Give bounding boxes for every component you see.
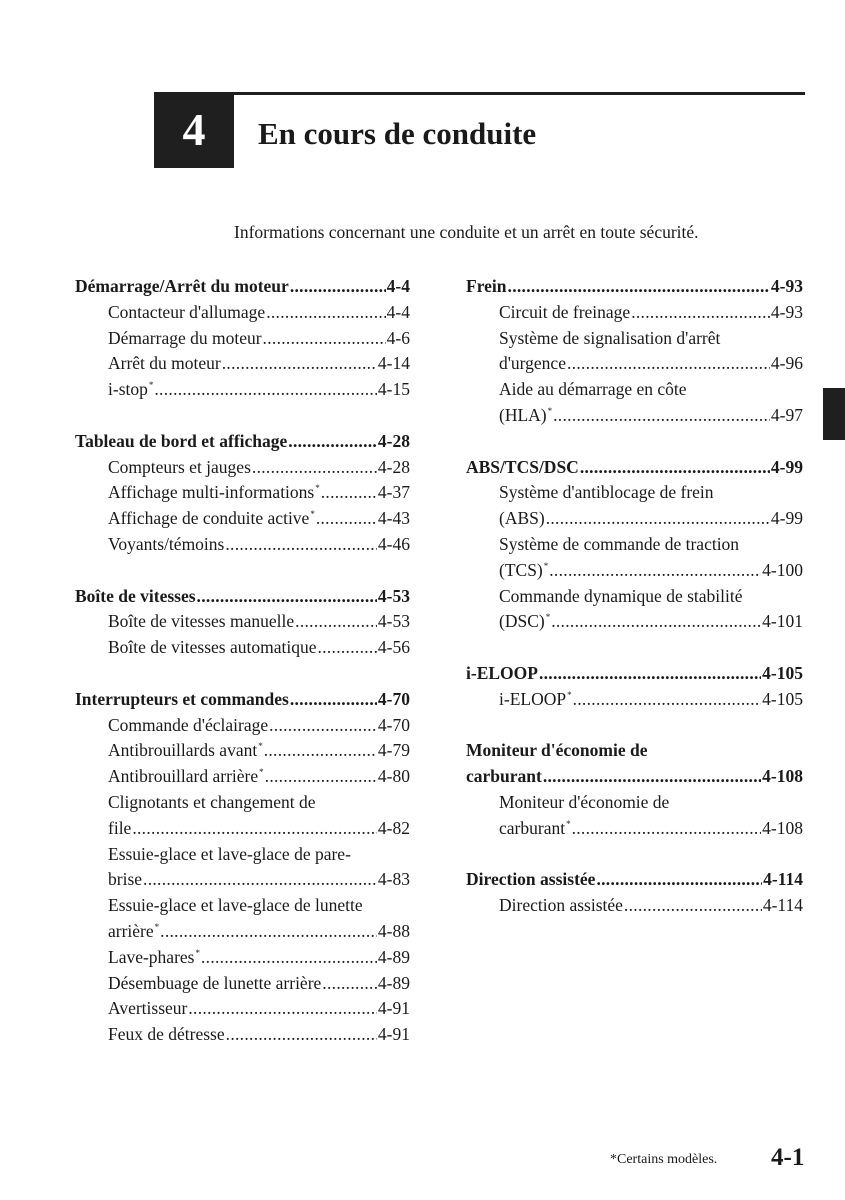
dot-leader <box>201 945 377 971</box>
toc-label: ABS/TCS/DSC <box>466 456 579 477</box>
toc-entry-i-stop[interactable] <box>75 377 410 403</box>
toc-label: Aide au démarrage en côte <box>499 379 687 400</box>
toc-label: Commande dynamique de stabilité <box>499 585 743 606</box>
footnote-marker: * <box>545 612 551 623</box>
toc-page-ref: 4-88 <box>377 920 410 941</box>
toc-page-ref: 4-99 <box>770 508 803 529</box>
toc-label: Moniteur d'économie de <box>466 740 648 761</box>
toc-label: i-stop <box>108 379 148 400</box>
toc-spacer <box>466 429 803 455</box>
toc-spacer <box>75 403 410 429</box>
toc-spacer <box>466 635 803 661</box>
toc-label: Démarrage du moteur <box>108 327 262 348</box>
toc-page-ref: 4-91 <box>377 1024 410 1045</box>
toc-page-ref: 4-53 <box>377 585 410 606</box>
toc-section-carburant[interactable] <box>466 764 803 790</box>
toc-entry-arriere[interactable] <box>75 919 410 945</box>
dot-leader <box>316 506 377 532</box>
dot-leader <box>539 661 761 687</box>
toc-entry-tcs[interactable] <box>466 558 803 584</box>
toc-section-abs-tcs-dsc[interactable] <box>466 455 803 481</box>
toc-entry-antibrouillard-arriere[interactable] <box>75 764 410 790</box>
toc-page-ref: 4-83 <box>377 869 410 890</box>
toc-entry-essuie-glace-et-lave-glace-de-pare <box>75 842 410 868</box>
toc-label: Essuie-glace et lave-glace de pare- <box>108 843 351 864</box>
toc-page-ref: 4-93 <box>770 301 803 322</box>
toc-label: Système de commande de traction <box>499 533 740 554</box>
toc-label: Système de signalisation d'arrêt <box>499 327 721 348</box>
toc-entry-systeme-de-signalisation-d-arret <box>466 326 803 352</box>
dot-leader <box>269 713 377 739</box>
toc-entry-systeme-de-commande-de-traction <box>466 532 803 558</box>
toc-page-ref: 4-96 <box>770 353 803 374</box>
toc-section-interrupteurs-et-commandes[interactable] <box>75 687 410 713</box>
toc-label: brise <box>108 869 143 890</box>
toc-label: Circuit de freinage <box>499 301 631 322</box>
toc-left-column <box>75 274 410 1048</box>
toc-label: Clignotants et changement de <box>108 791 316 812</box>
toc-label: Boîte de vitesses manuelle <box>108 611 295 632</box>
chapter-number: 4 <box>154 92 234 168</box>
toc-page-ref: 4-105 <box>762 662 803 683</box>
toc-label: Boîte de vitesses automatique <box>108 637 317 658</box>
toc-entry-commande-dynamique-de-stabilite <box>466 584 803 610</box>
toc-entry-lave-phares[interactable] <box>75 945 410 971</box>
toc-page-ref: 4-43 <box>377 508 410 529</box>
chapter-side-tab <box>823 388 845 440</box>
toc-entry-arret-du-moteur[interactable] <box>75 351 410 377</box>
dot-leader <box>263 326 386 352</box>
dot-leader <box>318 635 377 661</box>
toc-label: i-ELOOP <box>466 662 538 683</box>
dot-leader <box>225 532 377 558</box>
dot-leader <box>546 506 770 532</box>
toc-section-demarrage-arret-du-moteur[interactable] <box>75 274 410 300</box>
toc-label: Direction assistée <box>499 895 623 916</box>
toc-page-ref: 4-28 <box>377 456 410 477</box>
toc-label: Arrêt du moteur <box>108 353 221 374</box>
toc-label: Commande d'éclairage <box>108 714 269 735</box>
dot-leader <box>508 274 770 300</box>
toc-entry-i-eloop[interactable] <box>466 687 803 713</box>
footnote-marker: * <box>148 380 154 391</box>
toc-label: (DSC) <box>499 611 545 632</box>
toc-label: Frein <box>466 276 507 296</box>
toc-label: (ABS) <box>499 508 545 529</box>
dot-leader <box>288 429 377 455</box>
dot-leader <box>266 300 385 326</box>
toc-entry-affichage-multi-informations[interactable] <box>75 480 410 506</box>
toc-page-ref: 4-53 <box>377 611 410 632</box>
toc-right-column <box>466 274 803 919</box>
dot-leader <box>264 738 377 764</box>
toc-entry-antibrouillards-avant[interactable] <box>75 738 410 764</box>
toc-entry-commande-d-eclairage[interactable] <box>75 713 410 739</box>
toc-entry-abs[interactable] <box>466 506 803 532</box>
toc-page-ref: 4-114 <box>763 869 803 890</box>
toc-page-ref: 4-100 <box>762 559 803 580</box>
toc-spacer <box>75 661 410 687</box>
toc-label: Antibrouillards avant <box>108 740 258 761</box>
toc-page-ref: 4-101 <box>762 611 803 632</box>
toc-label: Voyants/témoins <box>108 533 225 554</box>
toc-label: Avertisseur <box>108 998 188 1019</box>
toc-label: Contacteur d'allumage <box>108 301 266 322</box>
dot-leader <box>631 300 770 326</box>
dot-leader <box>197 584 377 610</box>
toc-entry-direction-assistee[interactable] <box>466 893 803 919</box>
toc-page-ref: 4-70 <box>377 714 410 735</box>
toc-entry-moniteur-d-economie-de <box>466 790 803 816</box>
toc-page-ref: 4-15 <box>377 379 410 400</box>
dot-leader <box>321 480 377 506</box>
dot-leader <box>154 377 377 403</box>
toc-entry-desembuage-de-lunette-arriere[interactable] <box>75 971 410 997</box>
toc-label: i-ELOOP <box>499 688 567 709</box>
toc-page-ref: 4-82 <box>377 817 410 838</box>
toc-label: Essuie-glace et lave-glace de lunette <box>108 895 363 916</box>
dot-leader <box>624 893 762 919</box>
dot-leader <box>290 687 377 713</box>
toc-entry-circuit-de-freinage[interactable] <box>466 300 803 326</box>
dot-leader <box>290 274 386 300</box>
toc-page-ref: 4-93 <box>770 276 803 296</box>
toc-page-ref: 4-37 <box>377 482 410 503</box>
dot-leader <box>295 609 377 635</box>
toc-entry-clignotants-et-changement-de <box>75 790 410 816</box>
toc-page-ref: 4-108 <box>762 817 803 838</box>
toc-label: arrière <box>108 920 154 941</box>
toc-entry-file[interactable] <box>75 816 410 842</box>
dot-leader <box>553 403 770 429</box>
footnote-marker: * <box>310 509 315 520</box>
dot-leader <box>132 816 377 842</box>
toc-page-ref: 4-14 <box>377 353 410 374</box>
footnote-marker: * <box>566 818 571 829</box>
toc-entry-affichage-de-conduite-active[interactable] <box>75 506 410 532</box>
dot-leader <box>572 816 762 842</box>
toc-entry-avertisseur[interactable] <box>75 996 410 1022</box>
toc-entry-brise[interactable] <box>75 867 410 893</box>
toc-page-ref: 4-6 <box>386 327 410 348</box>
toc-section-tableau-de-bord-et-affichage[interactable] <box>75 429 410 455</box>
toc-page-ref: 4-28 <box>377 430 410 451</box>
toc-entry-contacteur-d-allumage[interactable] <box>75 300 410 326</box>
footnote-marker: * <box>543 560 549 571</box>
dot-leader <box>143 867 377 893</box>
toc-entry-demarrage-du-moteur[interactable] <box>75 326 410 352</box>
toc-label: Moniteur d'économie de <box>499 791 670 812</box>
toc-entry-boite-de-vitesses-automatique[interactable] <box>75 635 410 661</box>
footnote-marker: * <box>547 405 553 416</box>
toc-label: Tableau de bord et affichage <box>75 430 288 451</box>
toc-label: Affichage multi-informations <box>108 482 315 503</box>
dot-leader <box>322 971 377 997</box>
chapter-rule <box>234 92 805 95</box>
footnote: *Certains modèles. <box>610 1152 718 1167</box>
toc-spacer <box>466 713 803 739</box>
dot-leader <box>596 867 762 893</box>
toc-page-ref: 4-46 <box>377 533 410 554</box>
toc-page-ref: 4-99 <box>770 456 803 477</box>
footnote-marker: * <box>315 483 320 494</box>
toc-label: (HLA) <box>499 404 547 425</box>
footnote-marker: * <box>259 767 264 778</box>
toc-label: Feux de détresse <box>108 1024 225 1045</box>
footnote-marker: * <box>154 921 160 932</box>
toc-entry-systeme-d-antiblocage-de-frein <box>466 480 803 506</box>
toc-entry-boite-de-vitesses-manuelle[interactable] <box>75 609 410 635</box>
toc-label: Système d'antiblocage de frein <box>499 482 714 503</box>
toc-label: Boîte de vitesses <box>75 585 196 606</box>
footnote-marker: * <box>195 947 200 958</box>
toc-page-ref: 4-79 <box>377 740 410 761</box>
toc-page-ref: 4-4 <box>386 301 410 322</box>
toc-label: d'urgence <box>499 353 566 374</box>
dot-leader <box>551 609 761 635</box>
toc-entry-voyants-temoins[interactable] <box>75 532 410 558</box>
toc-spacer <box>75 558 410 584</box>
toc-label: Interrupteurs et commandes <box>75 688 289 709</box>
toc-page-ref: 4-89 <box>377 946 410 967</box>
toc-section-direction-assistee[interactable] <box>466 867 803 893</box>
dot-leader <box>252 455 377 481</box>
toc-entry-hla[interactable] <box>466 403 803 429</box>
footnote-marker: * <box>258 741 263 752</box>
toc-page-ref: 4-70 <box>377 688 410 709</box>
toc-label: (TCS) <box>499 559 543 580</box>
toc-label: Démarrage/Arrêt du moteur <box>75 276 289 296</box>
toc-page-ref: 4-108 <box>762 766 803 787</box>
toc-page-ref: 4-91 <box>377 998 410 1019</box>
toc-label: carburant <box>466 766 542 787</box>
toc-label: file <box>108 817 132 838</box>
dot-leader <box>160 919 377 945</box>
toc-label: Affichage de conduite active <box>108 508 310 529</box>
dot-leader <box>543 764 761 790</box>
toc-section-boite-de-vitesses[interactable] <box>75 584 410 610</box>
dot-leader <box>567 351 770 377</box>
toc-page-ref: 4-97 <box>770 404 803 425</box>
toc-section-moniteur-d-economie-de <box>466 738 803 764</box>
toc-page-ref: 4-56 <box>377 637 410 658</box>
toc-page-ref: 4-4 <box>386 276 410 296</box>
toc-section-i-eloop[interactable] <box>466 661 803 687</box>
toc-page-ref: 4-105 <box>762 688 803 709</box>
dot-leader <box>222 351 377 377</box>
toc-label: Compteurs et jauges <box>108 456 251 477</box>
toc-entry-aide-au-demarrage-en-cote <box>466 377 803 403</box>
dot-leader <box>549 558 761 584</box>
footnote-marker: * <box>567 689 572 700</box>
toc-section-frein[interactable] <box>466 274 803 300</box>
toc-page-ref: 4-80 <box>377 766 410 787</box>
dot-leader <box>265 764 377 790</box>
toc-spacer <box>466 842 803 868</box>
toc-label: Antibrouillard arrière <box>108 766 259 787</box>
chapter-title: En cours de conduite <box>258 116 537 151</box>
page-number: 4-1 <box>771 1144 805 1171</box>
dot-leader <box>573 687 762 713</box>
toc-entry-carburant[interactable] <box>466 816 803 842</box>
dot-leader <box>580 455 770 481</box>
toc-label: Désembuage de lunette arrière <box>108 972 322 993</box>
toc-label: Lave-phares <box>108 946 195 967</box>
toc-label: Direction assistée <box>466 869 596 890</box>
toc-label: carburant <box>499 817 566 838</box>
toc-entry-feux-de-detresse[interactable] <box>75 1022 410 1048</box>
toc-page-ref: 4-89 <box>377 972 410 993</box>
toc-entry-essuie-glace-et-lave-glace-de-lunette <box>75 893 410 919</box>
dot-leader <box>188 996 377 1022</box>
toc-entry-dsc[interactable] <box>466 609 803 635</box>
toc-entry-compteurs-et-jauges[interactable] <box>75 455 410 481</box>
toc-entry-d-urgence[interactable] <box>466 351 803 377</box>
toc-page-ref: 4-114 <box>762 895 803 916</box>
chapter-intro: Informations concernant une conduite et un arrêt en toute sécurité. <box>234 222 699 242</box>
dot-leader <box>226 1022 377 1048</box>
